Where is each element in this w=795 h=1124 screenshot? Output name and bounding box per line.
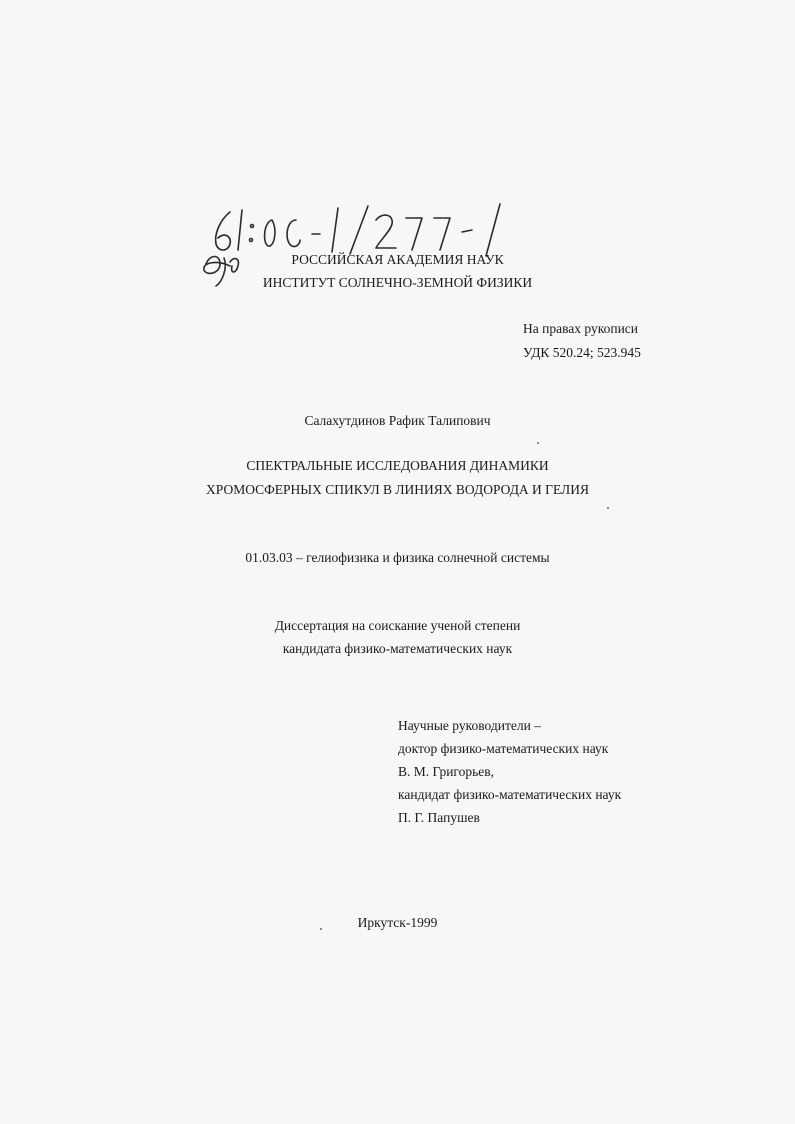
supervisor-2-degree: кандидат физико-математических наук (398, 787, 622, 802)
supervisor-1-degree: доктор физико-математических наук (398, 741, 609, 756)
supervisor-2-name: П. Г. Папушев (398, 810, 480, 825)
institute-name: ИНСТИТУТ СОЛНЕЧНО-ЗЕМНОЙ ФИЗИКИ (262, 275, 533, 290)
specialty-code: 01.03.03 – гелиофизика и физика солнечной системы (245, 550, 550, 565)
udk-code: УДК 520.24; 523.945 (523, 345, 641, 360)
scan-speck (320, 928, 322, 930)
academy-name: РОССИЙСКАЯ АКАДЕМИЯ НАУК (291, 252, 504, 267)
author-name: Салахутдинов Рафик Талипович (304, 413, 491, 428)
manuscript-rights-note: На правах рукописи (523, 321, 639, 336)
scan-speck (607, 507, 609, 509)
supervisors-heading: Научные руководители – (398, 718, 541, 733)
dissertation-title-line-2: ХРОМОСФЕРНЫХ СПИКУЛ В ЛИНИЯХ ВОДОРОДА И ГЕЛИЯ (206, 482, 589, 497)
dissertation-title-line-1: СПЕКТРАЛЬНЫЕ ИССЛЕДОВАНИЯ ДИНАМИКИ (246, 458, 549, 473)
supervisor-1-name: В. М. Григорьев, (398, 764, 495, 779)
scan-speck (537, 442, 539, 444)
degree-statement-line-2: кандидата физико-математических наук (282, 641, 513, 656)
city-and-year: Иркутск-1999 (357, 915, 438, 930)
degree-statement-line-1: Диссертация на соискание ученой степени (274, 618, 521, 633)
